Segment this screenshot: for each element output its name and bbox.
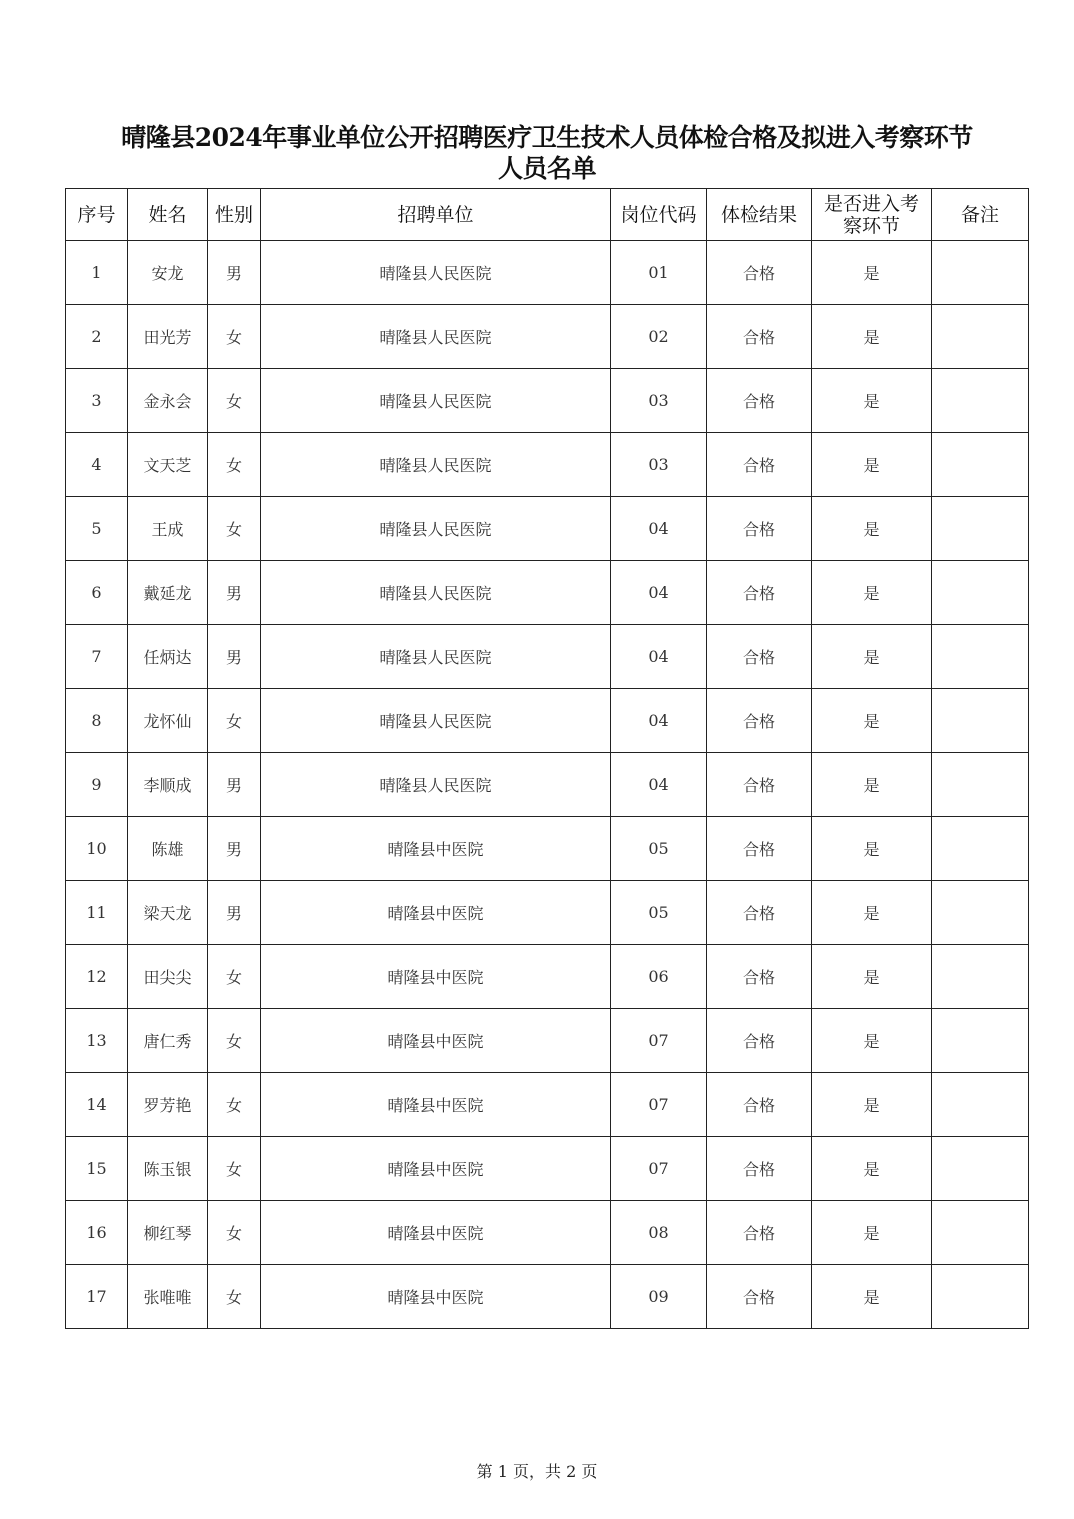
cell-gender: 女 bbox=[208, 305, 261, 369]
cell-serial: 7 bbox=[66, 625, 128, 689]
cell-enter-inspection: 是 bbox=[812, 1009, 932, 1073]
cell-remarks bbox=[932, 1073, 1029, 1137]
cell-serial: 15 bbox=[66, 1137, 128, 1201]
page-footer: 第 1 页，共 2 页 bbox=[476, 1462, 598, 1481]
cell-serial: 12 bbox=[66, 945, 128, 1009]
cell-post-code: 07 bbox=[611, 1137, 707, 1201]
cell-enter-inspection: 是 bbox=[812, 1265, 932, 1329]
cell-gender: 女 bbox=[208, 1073, 261, 1137]
cell-serial: 14 bbox=[66, 1073, 128, 1137]
table-row bbox=[66, 497, 1029, 561]
page-title-line-1: 晴隆县2024年事业单位公开招聘医疗卫生技术人员体检合格及拟进入考察环节 bbox=[121, 123, 973, 152]
cell-exam-result: 合格 bbox=[707, 561, 812, 625]
cell-post-code: 01 bbox=[611, 241, 707, 305]
cell-serial: 9 bbox=[66, 753, 128, 817]
table-row bbox=[66, 561, 1029, 625]
cell-remarks bbox=[932, 561, 1029, 625]
cell-serial: 10 bbox=[66, 817, 128, 881]
cell-enter-inspection: 是 bbox=[812, 817, 932, 881]
table-row bbox=[66, 1137, 1029, 1201]
table-body bbox=[66, 241, 1029, 1329]
cell-gender: 男 bbox=[208, 561, 261, 625]
cell-employer: 晴隆县人民医院 bbox=[261, 433, 611, 497]
table-row bbox=[66, 689, 1029, 753]
cell-name: 戴延龙 bbox=[128, 561, 208, 625]
cell-enter-inspection: 是 bbox=[812, 881, 932, 945]
cell-exam-result: 合格 bbox=[707, 817, 812, 881]
cell-remarks bbox=[932, 945, 1029, 1009]
cell-post-code: 09 bbox=[611, 1265, 707, 1329]
cell-exam-result: 合格 bbox=[707, 753, 812, 817]
cell-employer: 晴隆县中医院 bbox=[261, 1137, 611, 1201]
cell-remarks bbox=[932, 689, 1029, 753]
cell-post-code: 04 bbox=[611, 625, 707, 689]
cell-employer: 晴隆县人民医院 bbox=[261, 497, 611, 561]
cell-exam-result: 合格 bbox=[707, 497, 812, 561]
cell-gender: 女 bbox=[208, 1137, 261, 1201]
page-title-line-2: 人员名单 bbox=[497, 154, 596, 183]
cell-remarks bbox=[932, 1201, 1029, 1265]
cell-exam-result: 合格 bbox=[707, 241, 812, 305]
table-row bbox=[66, 305, 1029, 369]
cell-enter-inspection: 是 bbox=[812, 689, 932, 753]
table-row bbox=[66, 881, 1029, 945]
cell-serial: 1 bbox=[66, 241, 128, 305]
cell-post-code: 02 bbox=[611, 305, 707, 369]
cell-post-code: 05 bbox=[611, 817, 707, 881]
header-exam-result: 体检结果 bbox=[707, 189, 812, 241]
cell-name: 柳红琴 bbox=[128, 1201, 208, 1265]
cell-remarks bbox=[932, 881, 1029, 945]
cell-name: 梁天龙 bbox=[128, 881, 208, 945]
cell-exam-result: 合格 bbox=[707, 945, 812, 1009]
cell-post-code: 07 bbox=[611, 1073, 707, 1137]
table-row bbox=[66, 1073, 1029, 1137]
header-name: 姓名 bbox=[128, 189, 208, 241]
cell-remarks bbox=[932, 625, 1029, 689]
cell-name: 王成 bbox=[128, 497, 208, 561]
cell-enter-inspection: 是 bbox=[812, 1137, 932, 1201]
cell-name: 安龙 bbox=[128, 241, 208, 305]
cell-employer: 晴隆县中医院 bbox=[261, 1201, 611, 1265]
cell-name: 陈雄 bbox=[128, 817, 208, 881]
cell-exam-result: 合格 bbox=[707, 369, 812, 433]
cell-enter-inspection: 是 bbox=[812, 241, 932, 305]
cell-gender: 女 bbox=[208, 689, 261, 753]
table-row bbox=[66, 1201, 1029, 1265]
cell-employer: 晴隆县人民医院 bbox=[261, 689, 611, 753]
cell-post-code: 04 bbox=[611, 561, 707, 625]
cell-enter-inspection: 是 bbox=[812, 753, 932, 817]
cell-employer: 晴隆县中医院 bbox=[261, 881, 611, 945]
cell-gender: 男 bbox=[208, 625, 261, 689]
cell-post-code: 04 bbox=[611, 497, 707, 561]
cell-name: 张唯唯 bbox=[128, 1265, 208, 1329]
cell-exam-result: 合格 bbox=[707, 1201, 812, 1265]
cell-employer: 晴隆县中医院 bbox=[261, 817, 611, 881]
cell-exam-result: 合格 bbox=[707, 1137, 812, 1201]
table-header-row bbox=[66, 189, 1029, 241]
cell-gender: 女 bbox=[208, 1201, 261, 1265]
table-row bbox=[66, 1009, 1029, 1073]
cell-post-code: 06 bbox=[611, 945, 707, 1009]
cell-exam-result: 合格 bbox=[707, 305, 812, 369]
cell-gender: 男 bbox=[208, 817, 261, 881]
cell-name: 金永会 bbox=[128, 369, 208, 433]
cell-name: 田光芳 bbox=[128, 305, 208, 369]
cell-post-code: 03 bbox=[611, 369, 707, 433]
table-row bbox=[66, 817, 1029, 881]
cell-remarks bbox=[932, 241, 1029, 305]
cell-enter-inspection: 是 bbox=[812, 561, 932, 625]
header-enter-inspection-line-1: 是否进入考 bbox=[823, 192, 919, 215]
cell-gender: 男 bbox=[208, 881, 261, 945]
roster-table bbox=[65, 188, 1029, 1329]
cell-post-code: 07 bbox=[611, 1009, 707, 1073]
header-post-code: 岗位代码 bbox=[611, 189, 707, 241]
header-employer: 招聘单位 bbox=[261, 189, 611, 241]
cell-gender: 女 bbox=[208, 1265, 261, 1329]
cell-serial: 13 bbox=[66, 1009, 128, 1073]
table-row bbox=[66, 433, 1029, 497]
cell-exam-result: 合格 bbox=[707, 881, 812, 945]
table-row bbox=[66, 241, 1029, 305]
cell-serial: 17 bbox=[66, 1265, 128, 1329]
cell-gender: 男 bbox=[208, 753, 261, 817]
header-remarks: 备注 bbox=[932, 189, 1029, 241]
cell-employer: 晴隆县中医院 bbox=[261, 1009, 611, 1073]
cell-employer: 晴隆县中医院 bbox=[261, 1265, 611, 1329]
cell-serial: 5 bbox=[66, 497, 128, 561]
header-serial: 序号 bbox=[66, 189, 128, 241]
cell-remarks bbox=[932, 817, 1029, 881]
cell-exam-result: 合格 bbox=[707, 689, 812, 753]
cell-name: 唐仁秀 bbox=[128, 1009, 208, 1073]
cell-employer: 晴隆县人民医院 bbox=[261, 305, 611, 369]
cell-remarks bbox=[932, 1137, 1029, 1201]
cell-remarks bbox=[932, 305, 1029, 369]
cell-serial: 6 bbox=[66, 561, 128, 625]
cell-exam-result: 合格 bbox=[707, 1009, 812, 1073]
cell-name: 李顺成 bbox=[128, 753, 208, 817]
cell-name: 田尖尖 bbox=[128, 945, 208, 1009]
cell-remarks bbox=[932, 753, 1029, 817]
cell-enter-inspection: 是 bbox=[812, 433, 932, 497]
header-enter-inspection bbox=[812, 189, 932, 241]
cell-enter-inspection: 是 bbox=[812, 1201, 932, 1265]
table-row bbox=[66, 369, 1029, 433]
cell-enter-inspection: 是 bbox=[812, 625, 932, 689]
table-row bbox=[66, 753, 1029, 817]
cell-employer: 晴隆县中医院 bbox=[261, 1073, 611, 1137]
table-row bbox=[66, 625, 1029, 689]
cell-enter-inspection: 是 bbox=[812, 369, 932, 433]
header-enter-inspection-line-2: 察环节 bbox=[842, 214, 900, 237]
cell-serial: 4 bbox=[66, 433, 128, 497]
header-gender: 性别 bbox=[208, 189, 261, 241]
cell-exam-result: 合格 bbox=[707, 1073, 812, 1137]
cell-serial: 16 bbox=[66, 1201, 128, 1265]
cell-post-code: 04 bbox=[611, 753, 707, 817]
cell-remarks bbox=[932, 369, 1029, 433]
cell-employer: 晴隆县人民医院 bbox=[261, 625, 611, 689]
cell-name: 文天芝 bbox=[128, 433, 208, 497]
cell-enter-inspection: 是 bbox=[812, 497, 932, 561]
cell-gender: 女 bbox=[208, 433, 261, 497]
cell-exam-result: 合格 bbox=[707, 625, 812, 689]
cell-gender: 女 bbox=[208, 497, 261, 561]
cell-enter-inspection: 是 bbox=[812, 1073, 932, 1137]
cell-gender: 女 bbox=[208, 369, 261, 433]
cell-employer: 晴隆县中医院 bbox=[261, 945, 611, 1009]
cell-name: 陈玉银 bbox=[128, 1137, 208, 1201]
cell-remarks bbox=[932, 433, 1029, 497]
cell-exam-result: 合格 bbox=[707, 433, 812, 497]
cell-enter-inspection: 是 bbox=[812, 945, 932, 1009]
cell-post-code: 05 bbox=[611, 881, 707, 945]
cell-remarks bbox=[932, 1265, 1029, 1329]
cell-serial: 8 bbox=[66, 689, 128, 753]
page-title bbox=[0, 122, 1074, 184]
cell-serial: 11 bbox=[66, 881, 128, 945]
cell-gender: 女 bbox=[208, 945, 261, 1009]
cell-exam-result: 合格 bbox=[707, 1265, 812, 1329]
cell-serial: 3 bbox=[66, 369, 128, 433]
cell-employer: 晴隆县人民医院 bbox=[261, 753, 611, 817]
cell-employer: 晴隆县人民医院 bbox=[261, 561, 611, 625]
table-row bbox=[66, 945, 1029, 1009]
cell-employer: 晴隆县人民医院 bbox=[261, 369, 611, 433]
cell-post-code: 08 bbox=[611, 1201, 707, 1265]
cell-enter-inspection: 是 bbox=[812, 305, 932, 369]
cell-post-code: 03 bbox=[611, 433, 707, 497]
cell-name: 罗芳艳 bbox=[128, 1073, 208, 1137]
cell-post-code: 04 bbox=[611, 689, 707, 753]
cell-name: 任炳达 bbox=[128, 625, 208, 689]
cell-remarks bbox=[932, 1009, 1029, 1073]
cell-gender: 女 bbox=[208, 1009, 261, 1073]
table-row bbox=[66, 1265, 1029, 1329]
cell-remarks bbox=[932, 497, 1029, 561]
cell-serial: 2 bbox=[66, 305, 128, 369]
cell-employer: 晴隆县人民医院 bbox=[261, 241, 611, 305]
cell-gender: 男 bbox=[208, 241, 261, 305]
cell-name: 龙怀仙 bbox=[128, 689, 208, 753]
